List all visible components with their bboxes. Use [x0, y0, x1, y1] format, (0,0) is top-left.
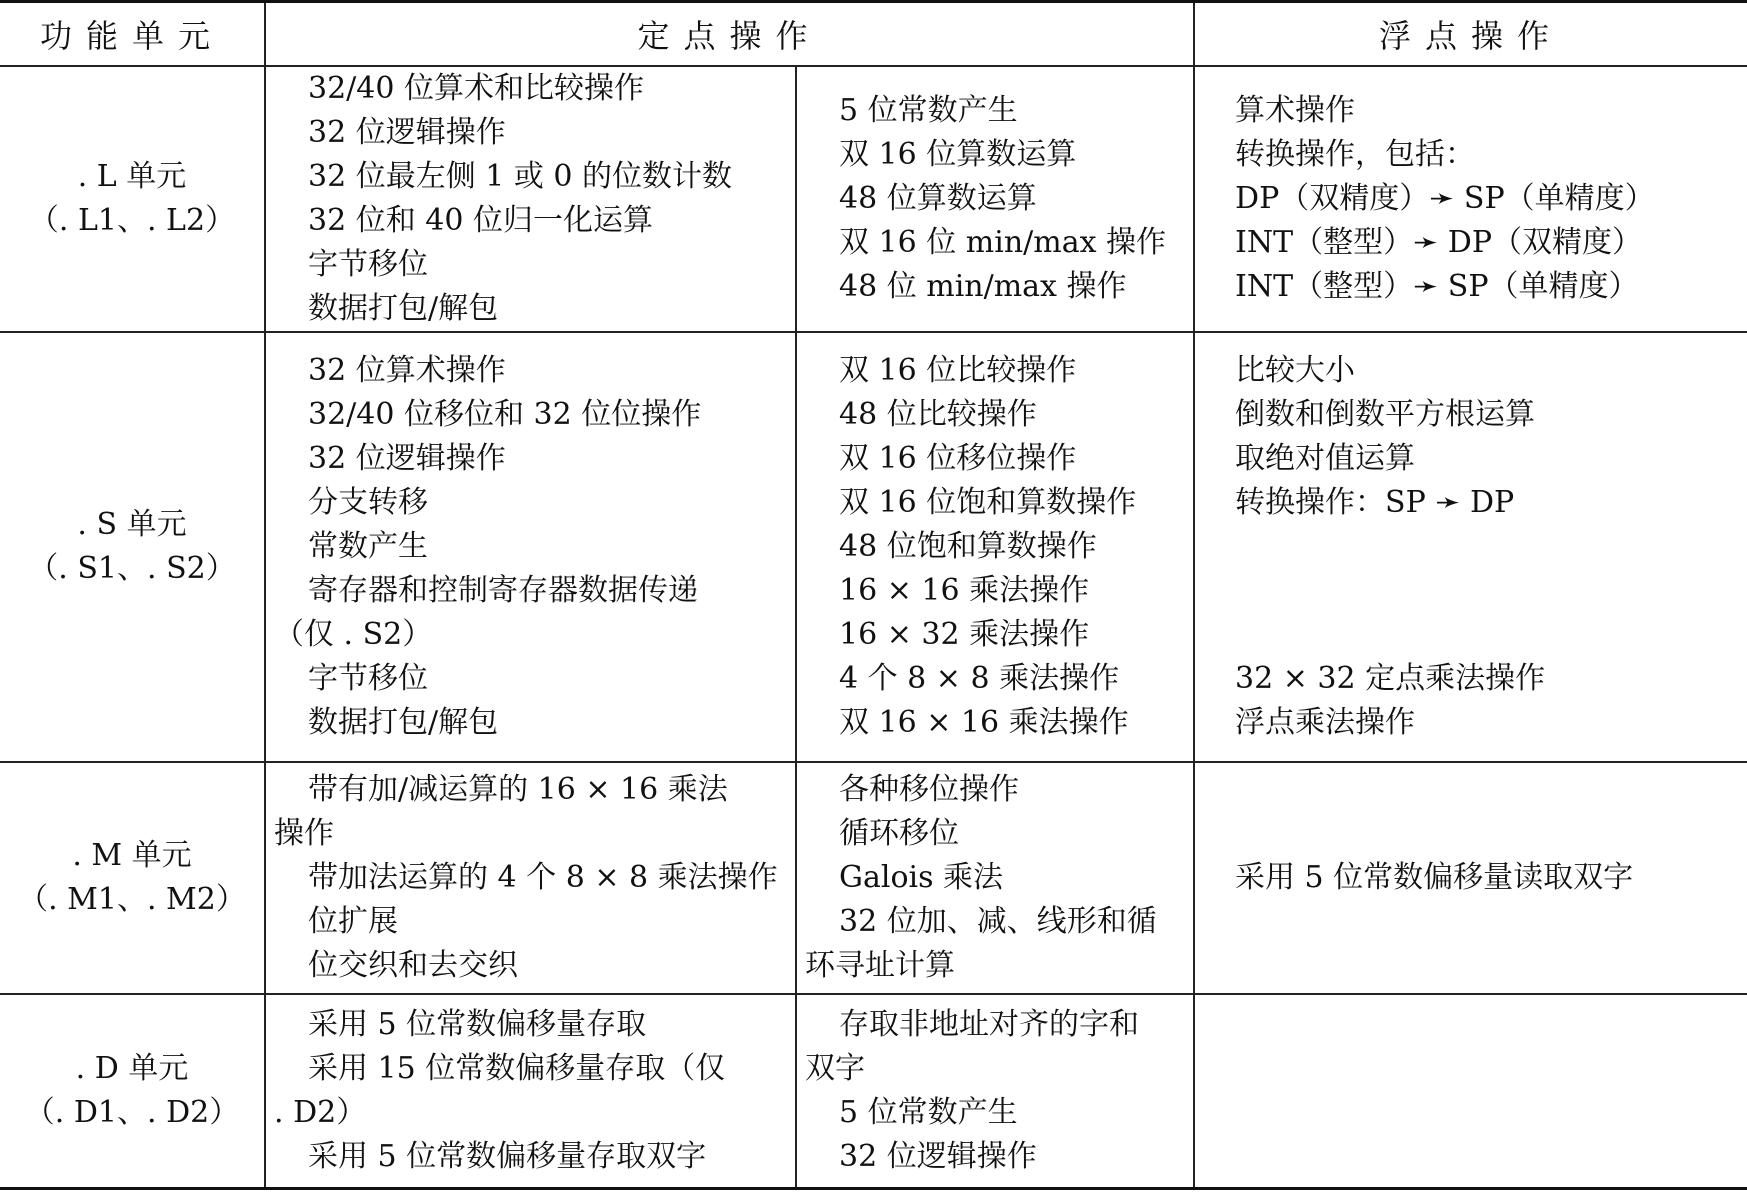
unit-subunits: （. S1、. S2）	[28, 551, 236, 586]
op-item: 48 位比较操作	[839, 397, 1037, 432]
table-row-l-unit	[0, 66, 1747, 332]
op-item: 字节移位	[308, 247, 428, 282]
op-item: 比较大小	[1235, 353, 1356, 388]
fixed-ops-col1-l	[265, 66, 796, 332]
unit-cell-l	[0, 66, 265, 332]
op-item: 32 位算术操作	[308, 353, 506, 388]
table-header-row	[0, 2, 1747, 67]
op-item: 双 16 × 16 乘法操作	[839, 705, 1129, 740]
op-item: 32 位加、减、线形和循	[839, 904, 1157, 939]
op-item: 双 16 位算数运算	[839, 137, 1077, 172]
op-item: 字节移位	[308, 661, 428, 696]
float-ops-l	[1194, 66, 1747, 332]
fixed-ops-col2-l	[796, 66, 1194, 332]
op-item-continuation: （仅 . S2）	[274, 617, 433, 652]
fixed-ops-col2-m	[796, 762, 1194, 994]
blank-line	[1195, 525, 1747, 569]
op-item: 带加法运算的 4 个 8 × 8 乘法操作	[308, 860, 778, 895]
op-item: Galois 乘法	[839, 860, 1004, 895]
op-item: 分支转移	[308, 485, 428, 520]
op-item: 循环移位	[839, 816, 959, 851]
unit-cell-m	[0, 762, 265, 994]
op-item: 双 16 位饱和算数操作	[839, 485, 1137, 520]
op-item: 转换操作，包括：	[1235, 137, 1476, 172]
fixed-ops-col2-s	[796, 332, 1194, 762]
op-item-continuation: 双字	[805, 1051, 865, 1086]
op-item: 算术操作	[1235, 93, 1356, 128]
unit-cell-d	[0, 994, 265, 1189]
op-item: 各种移位操作	[839, 772, 1019, 807]
op-item: 数据打包/解包	[308, 705, 499, 740]
op-item: 48 位 min/max 操作	[839, 269, 1127, 304]
fixed-ops-col1-s	[265, 332, 796, 762]
op-item: 48 位饱和算数操作	[839, 529, 1097, 564]
table-row-s-unit	[0, 332, 1747, 762]
op-item: 位扩展	[308, 904, 398, 939]
op-item: 32 位逻辑操作	[839, 1139, 1037, 1174]
op-item: 转换操作：SP ➛ DP	[1235, 485, 1515, 520]
op-item: 5 位常数产生	[839, 1095, 1018, 1130]
op-item: 倒数和倒数平方根运算	[1235, 397, 1536, 432]
op-item: INT（整型）➛ SP（单精度）	[1235, 269, 1639, 304]
op-item: 32 位逻辑操作	[308, 115, 506, 150]
op-item: 采用 5 位常数偏移量存取	[308, 1007, 647, 1042]
op-item: 双 16 位移位操作	[839, 441, 1077, 476]
op-item: 5 位常数产生	[839, 93, 1018, 128]
unit-cell-s	[0, 332, 265, 762]
fixed-ops-col1-d	[265, 994, 796, 1189]
op-item: DP（双精度）➛ SP（单精度）	[1235, 181, 1655, 216]
op-item: 32 × 32 定点乘法操作	[1235, 661, 1546, 696]
float-ops-s	[1194, 332, 1747, 762]
op-item: 16 × 16 乘法操作	[839, 573, 1090, 608]
blank-line	[1195, 613, 1747, 657]
op-item: 常数产生	[308, 529, 428, 564]
op-item: INT（整型）➛ DP（双精度）	[1235, 225, 1643, 260]
header-floating-point: 浮点操作	[1194, 2, 1747, 67]
op-item: 32 位和 40 位归一化运算	[308, 203, 653, 238]
header-fixed-point: 定点操作	[265, 2, 1194, 67]
fixed-ops-col2-d	[796, 994, 1194, 1189]
unit-subunits: （. M1、. M2）	[18, 882, 246, 917]
op-item: 4 个 8 × 8 乘法操作	[839, 661, 1120, 696]
op-item: 32 位逻辑操作	[308, 441, 506, 476]
op-item-continuation: 环寻址计算	[805, 948, 955, 983]
op-item: 采用 5 位常数偏移量存取双字	[308, 1139, 707, 1174]
op-item: 采用 15 位常数偏移量存取（仅	[308, 1051, 726, 1086]
op-item: 16 × 32 乘法操作	[839, 617, 1090, 652]
blank-line	[1195, 569, 1747, 613]
op-item: 32 位最左侧 1 或 0 的位数计数	[308, 159, 733, 194]
op-item: 浮点乘法操作	[1235, 705, 1416, 740]
float-ops-m	[1194, 762, 1747, 994]
op-item: 数据打包/解包	[308, 291, 499, 326]
op-item: 寄存器和控制寄存器数据传递	[308, 573, 698, 608]
op-item: 32/40 位移位和 32 位位操作	[308, 397, 702, 432]
unit-name: . L 单元	[77, 159, 187, 194]
unit-name: . S 单元	[77, 507, 187, 542]
op-item: 位交织和去交织	[308, 948, 518, 983]
unit-name: . D 单元	[75, 1051, 189, 1086]
op-item: 存取非地址对齐的字和	[839, 1007, 1139, 1042]
op-item-continuation: . D2）	[274, 1095, 367, 1130]
table-row-m-unit	[0, 762, 1747, 994]
op-item: 48 位算数运算	[839, 181, 1037, 216]
fixed-ops-col1-m	[265, 762, 796, 994]
op-item: 双 16 位比较操作	[839, 353, 1077, 388]
op-item: 32/40 位算术和比较操作	[308, 71, 644, 106]
unit-subunits: （. D1、. D2）	[24, 1095, 240, 1130]
unit-name: . M 单元	[72, 838, 192, 873]
unit-subunits: （. L1、. L2）	[28, 203, 236, 238]
op-item: 双 16 位 min/max 操作	[839, 225, 1167, 260]
float-ops-d-empty	[1194, 994, 1747, 1189]
op-item: 带有加/减运算的 16 × 16 乘法	[308, 772, 728, 807]
op-item: 采用 5 位常数偏移量读取双字	[1235, 860, 1634, 895]
table-row-d-unit	[0, 994, 1747, 1189]
op-item-continuation: 操作	[274, 816, 334, 851]
header-functional-unit: 功能单元	[0, 2, 265, 67]
op-item: 取绝对值运算	[1235, 441, 1416, 476]
